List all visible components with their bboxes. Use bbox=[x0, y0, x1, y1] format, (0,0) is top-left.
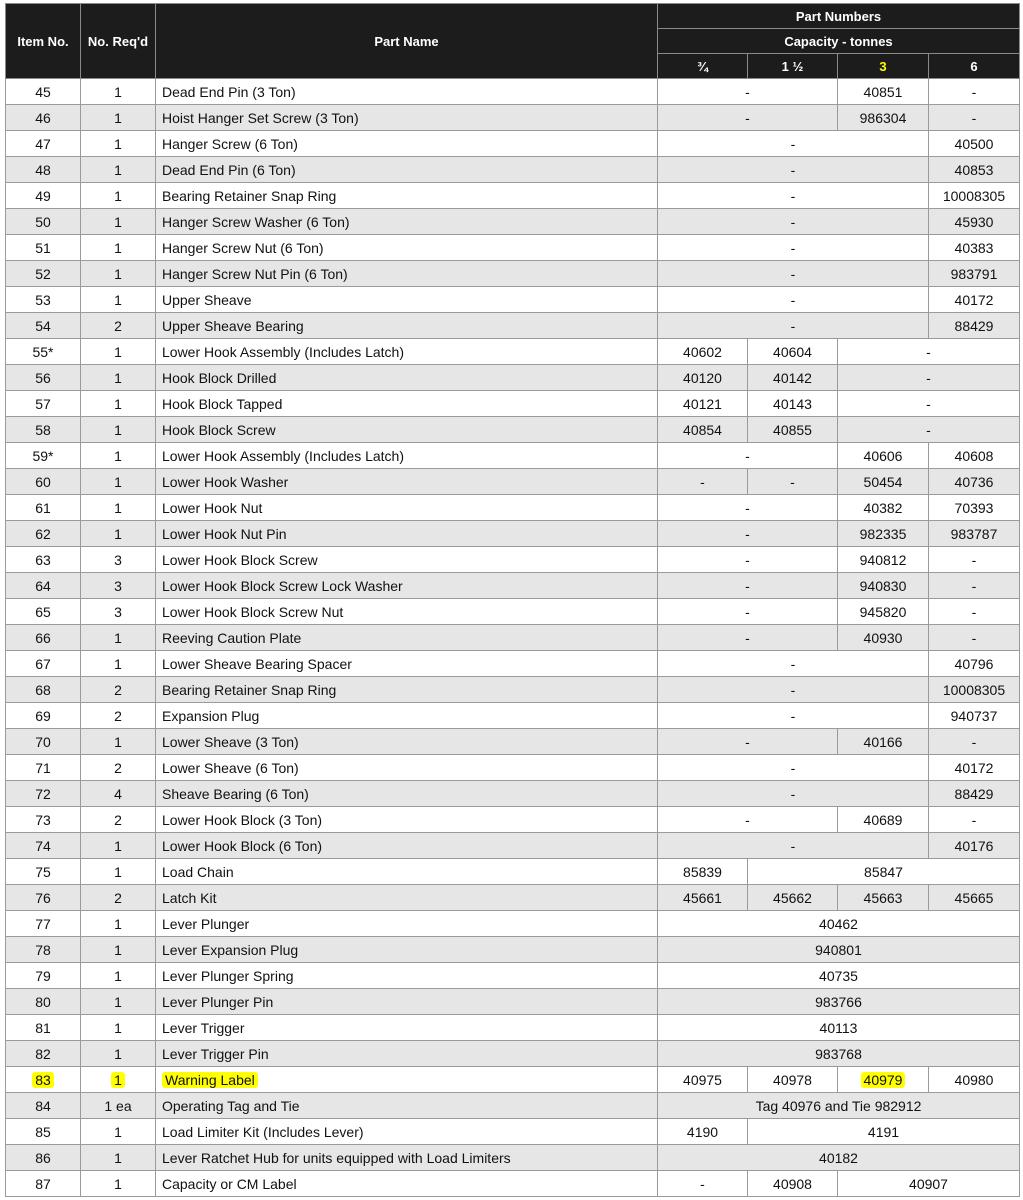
table-row bbox=[6, 963, 1020, 989]
part-name-cell: Lower Hook Block Screw Lock Washer bbox=[156, 573, 658, 599]
table-row bbox=[6, 807, 1020, 833]
item-no-cell: 51 bbox=[6, 235, 81, 261]
item-no-cell: 80 bbox=[6, 989, 81, 1015]
part-number-cell: 40796 bbox=[929, 651, 1020, 677]
part-number-cell: 85847 bbox=[748, 859, 1020, 885]
item-no-cell bbox=[6, 1067, 81, 1093]
part-number-cell: - bbox=[658, 703, 929, 729]
part-number-cell: - bbox=[929, 79, 1020, 105]
part-number-cell: 45661 bbox=[658, 885, 748, 911]
part-number-cell: 10008305 bbox=[929, 183, 1020, 209]
table-row bbox=[6, 755, 1020, 781]
part-number-cell: - bbox=[658, 677, 929, 703]
item-no-cell: 84 bbox=[6, 1093, 81, 1119]
part-number-cell: 40143 bbox=[748, 391, 838, 417]
part-number-cell: 45930 bbox=[929, 209, 1020, 235]
table-row bbox=[6, 729, 1020, 755]
part-name-cell: Operating Tag and Tie bbox=[156, 1093, 658, 1119]
part-name-cell: Lower Sheave (3 Ton) bbox=[156, 729, 658, 755]
qty-cell: 1 bbox=[81, 911, 156, 937]
part-name-cell: Lower Sheave (6 Ton) bbox=[156, 755, 658, 781]
item-no-cell: 52 bbox=[6, 261, 81, 287]
item-no-cell: 59* bbox=[6, 443, 81, 469]
part-number-cell: - bbox=[658, 807, 838, 833]
qty-cell: 2 bbox=[81, 677, 156, 703]
header-capacity-1-1-2: 1 ½ bbox=[748, 54, 838, 79]
item-no-cell: 61 bbox=[6, 495, 81, 521]
part-number-cell: - bbox=[929, 547, 1020, 573]
part-number-cell: 40500 bbox=[929, 131, 1020, 157]
qty-cell: 1 bbox=[81, 833, 156, 859]
part-number-cell: 85839 bbox=[658, 859, 748, 885]
table-row bbox=[6, 79, 1020, 105]
item-no-cell: 87 bbox=[6, 1171, 81, 1197]
part-number-cell: 40166 bbox=[838, 729, 929, 755]
item-no-cell: 53 bbox=[6, 287, 81, 313]
part-number-cell: 40383 bbox=[929, 235, 1020, 261]
header-capacity-6: 6 bbox=[929, 54, 1020, 79]
table-row bbox=[6, 417, 1020, 443]
part-number-cell: - bbox=[658, 547, 838, 573]
item-no-cell: 67 bbox=[6, 651, 81, 677]
table-row bbox=[6, 1093, 1020, 1119]
qty-cell: 1 bbox=[81, 391, 156, 417]
part-name-cell: Hanger Screw (6 Ton) bbox=[156, 131, 658, 157]
table-row bbox=[6, 261, 1020, 287]
part-number-cell: 983766 bbox=[658, 989, 1020, 1015]
qty-cell: 4 bbox=[81, 781, 156, 807]
item-no-cell: 55* bbox=[6, 339, 81, 365]
part-number-cell: 40851 bbox=[838, 79, 929, 105]
table-row bbox=[6, 313, 1020, 339]
qty-cell: 1 bbox=[81, 469, 156, 495]
part-number-cell: 40120 bbox=[658, 365, 748, 391]
qty-cell: 1 bbox=[81, 105, 156, 131]
table-row bbox=[6, 911, 1020, 937]
table-row bbox=[6, 235, 1020, 261]
item-no-cell: 82 bbox=[6, 1041, 81, 1067]
part-name-cell: Lever Plunger bbox=[156, 911, 658, 937]
part-number-cell: 983787 bbox=[929, 521, 1020, 547]
item-no-cell: 85 bbox=[6, 1119, 81, 1145]
item-no-cell: 71 bbox=[6, 755, 81, 781]
qty-cell: 1 bbox=[81, 235, 156, 261]
part-number-cell: - bbox=[658, 755, 929, 781]
part-number-cell: - bbox=[658, 183, 929, 209]
table-row bbox=[6, 287, 1020, 313]
table-row bbox=[6, 937, 1020, 963]
item-no-cell: 66 bbox=[6, 625, 81, 651]
part-number-cell: 40978 bbox=[748, 1067, 838, 1093]
table-row bbox=[6, 1041, 1020, 1067]
qty-cell: 1 bbox=[81, 209, 156, 235]
qty-cell: 1 bbox=[81, 651, 156, 677]
table-row bbox=[6, 625, 1020, 651]
header-capacity-3: 3 bbox=[838, 54, 929, 79]
qty-cell: 3 bbox=[81, 547, 156, 573]
table-row bbox=[6, 1145, 1020, 1171]
parts-table bbox=[5, 3, 1020, 1197]
part-name-cell: Bearing Retainer Snap Ring bbox=[156, 183, 658, 209]
part-name-cell: Lever Ratchet Hub for units equipped with Load Limiters bbox=[156, 1145, 658, 1171]
part-name-cell: Hook Block Drilled bbox=[156, 365, 658, 391]
part-number-cell: 40176 bbox=[929, 833, 1020, 859]
item-no-cell: 46 bbox=[6, 105, 81, 131]
part-name-cell: Hoist Hanger Set Screw (3 Ton) bbox=[156, 105, 658, 131]
item-no-cell: 58 bbox=[6, 417, 81, 443]
qty-cell: 1 bbox=[81, 989, 156, 1015]
part-name-cell: Hanger Screw Nut Pin (6 Ton) bbox=[156, 261, 658, 287]
part-number-cell: 40854 bbox=[658, 417, 748, 443]
part-number-cell: - bbox=[658, 1171, 748, 1197]
part-number-cell: 940737 bbox=[929, 703, 1020, 729]
part-number-cell: - bbox=[658, 105, 838, 131]
qty-cell: 1 bbox=[81, 79, 156, 105]
part-number-cell: - bbox=[929, 729, 1020, 755]
part-number-cell: Tag 40976 and Tie 982912 bbox=[658, 1093, 1020, 1119]
item-no-cell: 47 bbox=[6, 131, 81, 157]
part-name-cell: Lower Hook Block (3 Ton) bbox=[156, 807, 658, 833]
parts-list bbox=[5, 3, 1019, 1197]
qty-cell: 1 bbox=[81, 729, 156, 755]
part-number-cell: 40735 bbox=[658, 963, 1020, 989]
part-name-cell: Reeving Caution Plate bbox=[156, 625, 658, 651]
qty-cell: 1 bbox=[81, 417, 156, 443]
part-number-cell: 40604 bbox=[748, 339, 838, 365]
item-no-cell: 79 bbox=[6, 963, 81, 989]
part-number-cell: 40908 bbox=[748, 1171, 838, 1197]
table-row bbox=[6, 183, 1020, 209]
part-number-cell: 40930 bbox=[838, 625, 929, 651]
table-row bbox=[6, 469, 1020, 495]
part-number-cell: 40736 bbox=[929, 469, 1020, 495]
table-row bbox=[6, 651, 1020, 677]
qty-cell: 2 bbox=[81, 755, 156, 781]
table-row bbox=[6, 131, 1020, 157]
part-number-cell: 45665 bbox=[929, 885, 1020, 911]
qty-cell: 1 bbox=[81, 183, 156, 209]
qty-cell: 3 bbox=[81, 599, 156, 625]
part-name-cell: Hook Block Screw bbox=[156, 417, 658, 443]
part-name-cell: Lever Trigger Pin bbox=[156, 1041, 658, 1067]
part-name-cell: Lever Plunger Pin bbox=[156, 989, 658, 1015]
part-number-cell: - bbox=[658, 79, 838, 105]
part-name-cell: Lower Hook Block (6 Ton) bbox=[156, 833, 658, 859]
table-row bbox=[6, 859, 1020, 885]
item-no-cell: 64 bbox=[6, 573, 81, 599]
table-row bbox=[6, 1119, 1020, 1145]
table-row bbox=[6, 157, 1020, 183]
part-number-cell: - bbox=[658, 833, 929, 859]
item-no-cell: 69 bbox=[6, 703, 81, 729]
qty-cell: 2 bbox=[81, 313, 156, 339]
qty-cell: 1 bbox=[81, 131, 156, 157]
qty-cell: 1 ea bbox=[81, 1093, 156, 1119]
qty-cell: 1 bbox=[81, 521, 156, 547]
item-no-cell: 68 bbox=[6, 677, 81, 703]
part-number-cell: - bbox=[658, 521, 838, 547]
part-name-cell bbox=[156, 1067, 658, 1093]
part-number-cell: 40980 bbox=[929, 1067, 1020, 1093]
qty-cell: 1 bbox=[81, 1119, 156, 1145]
part-number-cell: 40855 bbox=[748, 417, 838, 443]
part-number-cell: - bbox=[658, 235, 929, 261]
item-no-cell: 57 bbox=[6, 391, 81, 417]
table-row bbox=[6, 1171, 1020, 1197]
part-number-cell: 40907 bbox=[838, 1171, 1020, 1197]
table-row bbox=[6, 495, 1020, 521]
part-number-cell: - bbox=[658, 469, 748, 495]
item-no-cell: 49 bbox=[6, 183, 81, 209]
item-no-cell: 45 bbox=[6, 79, 81, 105]
qty-cell: 1 bbox=[81, 495, 156, 521]
qty-cell: 1 bbox=[81, 1015, 156, 1041]
qty-cell: 3 bbox=[81, 573, 156, 599]
part-number-cell: - bbox=[929, 807, 1020, 833]
qty-cell: 1 bbox=[81, 937, 156, 963]
table-row bbox=[6, 105, 1020, 131]
qty-cell: 1 bbox=[81, 625, 156, 651]
part-number-cell: - bbox=[838, 339, 1020, 365]
header-no-reqd: No. Req'd bbox=[81, 4, 156, 79]
item-no-cell: 56 bbox=[6, 365, 81, 391]
part-number-cell: 45662 bbox=[748, 885, 838, 911]
part-number-cell: 70393 bbox=[929, 495, 1020, 521]
part-name-cell: Load Chain bbox=[156, 859, 658, 885]
part-name-cell: Expansion Plug bbox=[156, 703, 658, 729]
table-row bbox=[6, 885, 1020, 911]
part-number-cell: - bbox=[658, 261, 929, 287]
part-number-cell: 40689 bbox=[838, 807, 929, 833]
item-no-cell: 60 bbox=[6, 469, 81, 495]
part-number-cell: 982335 bbox=[838, 521, 929, 547]
table-row bbox=[6, 339, 1020, 365]
part-number-cell: - bbox=[838, 417, 1020, 443]
part-name-cell: Hanger Screw Washer (6 Ton) bbox=[156, 209, 658, 235]
part-number-cell: - bbox=[929, 105, 1020, 131]
part-number-cell: 986304 bbox=[838, 105, 929, 131]
item-no-cell: 48 bbox=[6, 157, 81, 183]
part-number-cell: - bbox=[658, 599, 838, 625]
part-number-cell: 40853 bbox=[929, 157, 1020, 183]
table-row bbox=[6, 573, 1020, 599]
table-row bbox=[6, 833, 1020, 859]
table-row bbox=[6, 1067, 1020, 1093]
header-part-name: Part Name bbox=[156, 4, 658, 79]
part-name-cell: Upper Sheave Bearing bbox=[156, 313, 658, 339]
part-number-cell: - bbox=[929, 573, 1020, 599]
part-number-cell: 40602 bbox=[658, 339, 748, 365]
part-name-cell: Dead End Pin (6 Ton) bbox=[156, 157, 658, 183]
header-capacity: Capacity - tonnes bbox=[658, 29, 1020, 54]
part-name-cell: Lower Hook Block Screw Nut bbox=[156, 599, 658, 625]
item-no-cell: 73 bbox=[6, 807, 81, 833]
item-no-cell: 70 bbox=[6, 729, 81, 755]
part-number-cell: - bbox=[658, 625, 838, 651]
qty-cell bbox=[81, 1067, 156, 1093]
qty-cell: 1 bbox=[81, 339, 156, 365]
qty-cell: 2 bbox=[81, 703, 156, 729]
part-number-cell: - bbox=[658, 651, 929, 677]
qty-cell: 2 bbox=[81, 807, 156, 833]
part-number-cell: 88429 bbox=[929, 781, 1020, 807]
part-name-cell: Capacity or CM Label bbox=[156, 1171, 658, 1197]
part-number-cell: 40382 bbox=[838, 495, 929, 521]
part-number-cell: 40975 bbox=[658, 1067, 748, 1093]
part-number-cell: - bbox=[658, 313, 929, 339]
part-number-cell: 983791 bbox=[929, 261, 1020, 287]
table-row bbox=[6, 703, 1020, 729]
part-name-cell: Lower Hook Nut Pin bbox=[156, 521, 658, 547]
part-name-cell: Lower Hook Assembly (Includes Latch) bbox=[156, 339, 658, 365]
table-row bbox=[6, 443, 1020, 469]
part-name-cell: Lever Plunger Spring bbox=[156, 963, 658, 989]
part-number-cell: - bbox=[658, 287, 929, 313]
header-part-numbers: Part Numbers bbox=[658, 4, 1020, 29]
table-row bbox=[6, 677, 1020, 703]
qty-cell-highlight: 1 bbox=[111, 1072, 125, 1088]
part-name-cell: Lower Hook Assembly (Includes Latch) bbox=[156, 443, 658, 469]
part-number-cell: 40182 bbox=[658, 1145, 1020, 1171]
part-number-cell: 40142 bbox=[748, 365, 838, 391]
part-name-cell: Lower Sheave Bearing Spacer bbox=[156, 651, 658, 677]
table-row bbox=[6, 391, 1020, 417]
part-number-cell: 40121 bbox=[658, 391, 748, 417]
qty-cell: 1 bbox=[81, 157, 156, 183]
part-number-cell: 40462 bbox=[658, 911, 1020, 937]
part-number-cell: 10008305 bbox=[929, 677, 1020, 703]
part-number-cell: 4190 bbox=[658, 1119, 748, 1145]
part-number-cell: - bbox=[658, 157, 929, 183]
part-number-cell: - bbox=[929, 599, 1020, 625]
part-number-cell: 945820 bbox=[838, 599, 929, 625]
part-number-cell: - bbox=[748, 469, 838, 495]
part-number-cell: 4191 bbox=[748, 1119, 1020, 1145]
part-name-cell: Bearing Retainer Snap Ring bbox=[156, 677, 658, 703]
qty-cell: 1 bbox=[81, 261, 156, 287]
qty-cell: 1 bbox=[81, 1041, 156, 1067]
item-no-cell: 78 bbox=[6, 937, 81, 963]
qty-cell: 1 bbox=[81, 365, 156, 391]
parts-table-body bbox=[6, 79, 1020, 1197]
header-capacity-3-4: ¾ bbox=[658, 54, 748, 79]
part-name-cell: Sheave Bearing (6 Ton) bbox=[156, 781, 658, 807]
item-no-cell: 74 bbox=[6, 833, 81, 859]
item-no-cell: 72 bbox=[6, 781, 81, 807]
part-name-cell: Upper Sheave bbox=[156, 287, 658, 313]
part-name-cell: Lower Hook Nut bbox=[156, 495, 658, 521]
part-name-cell: Lever Expansion Plug bbox=[156, 937, 658, 963]
part-name-cell: Hanger Screw Nut (6 Ton) bbox=[156, 235, 658, 261]
part-number-cell: - bbox=[658, 443, 838, 469]
table-row bbox=[6, 1015, 1020, 1041]
table-row bbox=[6, 599, 1020, 625]
part-number-cell: - bbox=[658, 729, 838, 755]
item-no-cell: 86 bbox=[6, 1145, 81, 1171]
part-number-cell: - bbox=[658, 573, 838, 599]
part-number-cell: - bbox=[838, 391, 1020, 417]
qty-cell: 1 bbox=[81, 287, 156, 313]
item-no-cell: 81 bbox=[6, 1015, 81, 1041]
qty-cell: 2 bbox=[81, 885, 156, 911]
part-number-cell-highlight: 40979 bbox=[861, 1072, 906, 1088]
table-row bbox=[6, 781, 1020, 807]
part-name-cell: Lever Trigger bbox=[156, 1015, 658, 1041]
part-number-cell: - bbox=[658, 209, 929, 235]
part-number-cell: 50454 bbox=[838, 469, 929, 495]
part-name-cell: Lower Hook Washer bbox=[156, 469, 658, 495]
part-number-cell: 940801 bbox=[658, 937, 1020, 963]
qty-cell: 1 bbox=[81, 963, 156, 989]
item-no-cell: 77 bbox=[6, 911, 81, 937]
part-name-cell: Latch Kit bbox=[156, 885, 658, 911]
part-number-cell bbox=[838, 1067, 929, 1093]
part-number-cell: 45663 bbox=[838, 885, 929, 911]
item-no-cell: 63 bbox=[6, 547, 81, 573]
table-row bbox=[6, 547, 1020, 573]
part-number-cell: - bbox=[658, 495, 838, 521]
part-number-cell: 983768 bbox=[658, 1041, 1020, 1067]
item-no-cell: 76 bbox=[6, 885, 81, 911]
header-item-no: Item No. bbox=[6, 4, 81, 79]
part-name-cell: Dead End Pin (3 Ton) bbox=[156, 79, 658, 105]
table-row bbox=[6, 521, 1020, 547]
part-number-cell: 940830 bbox=[838, 573, 929, 599]
item-no-cell: 50 bbox=[6, 209, 81, 235]
part-number-cell: 40606 bbox=[838, 443, 929, 469]
qty-cell: 1 bbox=[81, 443, 156, 469]
qty-cell: 1 bbox=[81, 1171, 156, 1197]
part-number-cell: 40113 bbox=[658, 1015, 1020, 1041]
part-number-cell: 40172 bbox=[929, 755, 1020, 781]
table-row bbox=[6, 989, 1020, 1015]
part-name-cell: Load Limiter Kit (Includes Lever) bbox=[156, 1119, 658, 1145]
part-number-cell: 40608 bbox=[929, 443, 1020, 469]
qty-cell: 1 bbox=[81, 859, 156, 885]
part-number-cell: - bbox=[658, 781, 929, 807]
table-row bbox=[6, 365, 1020, 391]
item-no-cell: 65 bbox=[6, 599, 81, 625]
part-number-cell: - bbox=[838, 365, 1020, 391]
part-name-cell-highlight: Warning Label bbox=[162, 1072, 258, 1088]
qty-cell: 1 bbox=[81, 1145, 156, 1171]
part-name-cell: Hook Block Tapped bbox=[156, 391, 658, 417]
part-number-cell: 940812 bbox=[838, 547, 929, 573]
part-number-cell: 88429 bbox=[929, 313, 1020, 339]
item-no-cell: 62 bbox=[6, 521, 81, 547]
part-name-cell: Lower Hook Block Screw bbox=[156, 547, 658, 573]
part-number-cell: 40172 bbox=[929, 287, 1020, 313]
item-no-cell: 54 bbox=[6, 313, 81, 339]
part-number-cell: - bbox=[929, 625, 1020, 651]
item-no-cell-highlight: 83 bbox=[32, 1072, 54, 1088]
table-row bbox=[6, 209, 1020, 235]
item-no-cell: 75 bbox=[6, 859, 81, 885]
part-number-cell: - bbox=[658, 131, 929, 157]
